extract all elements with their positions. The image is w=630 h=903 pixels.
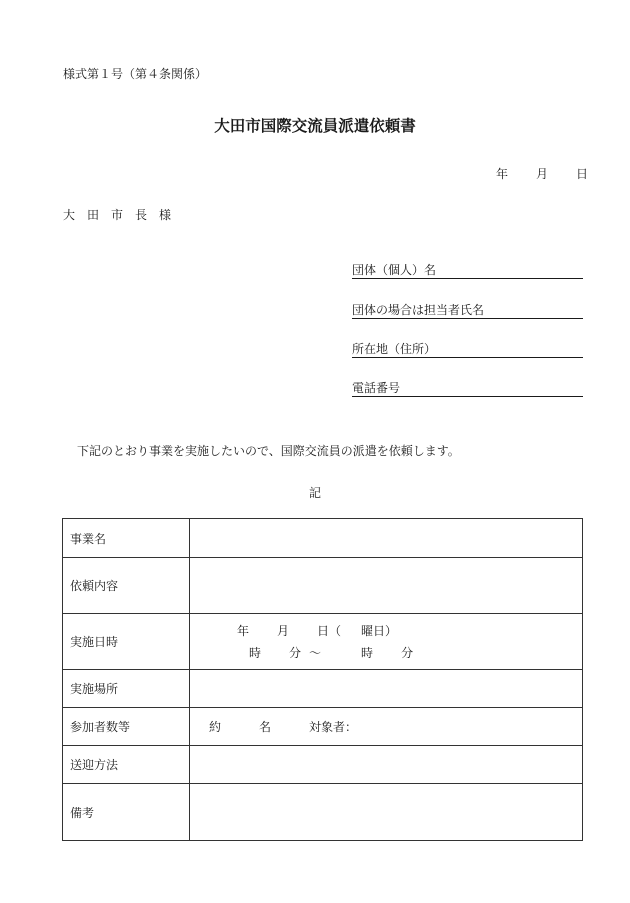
transport-cell[interactable] [190, 746, 583, 784]
contact-person-field[interactable]: 団体の場合は担当者氏名 [352, 304, 583, 319]
row-label: 備考 [63, 784, 190, 841]
row-label: 送迎方法 [63, 746, 190, 784]
table-row [63, 746, 583, 784]
addressee: 大 田 市 長 様 [63, 208, 172, 222]
address-field[interactable]: 所在地（住所） [352, 343, 583, 358]
date-line [496, 165, 588, 182]
table-row [63, 614, 583, 670]
date-month: 月 [536, 167, 549, 181]
date-day: 日 [576, 167, 589, 181]
row-label: 実施日時 [63, 614, 190, 670]
table-row [63, 784, 583, 841]
row-label: 実施場所 [63, 670, 190, 708]
row-label: 依頼内容 [63, 558, 190, 614]
table-row [63, 670, 583, 708]
table-row [63, 708, 583, 746]
request-content-cell[interactable] [190, 558, 583, 614]
datetime-time-line: 時 分 ～ 時 分 [249, 646, 414, 660]
ki-label: 記 [308, 486, 321, 500]
datetime-date-line: 年 月 日（ 曜日） [237, 624, 398, 638]
datetime-cell[interactable] [190, 614, 583, 670]
project-name-cell[interactable] [190, 519, 583, 558]
table-row [63, 519, 583, 558]
table-row [63, 558, 583, 614]
page-title: 大田市国際交流員派遣依頼書 [214, 117, 416, 135]
remarks-cell[interactable] [190, 784, 583, 841]
venue-cell[interactable] [190, 670, 583, 708]
intro-text: 下記のとおり事業を実施したいので、国際交流員の派遣を依頼します。 [77, 444, 460, 458]
applicant-name-field[interactable]: 団体（個人）名 [352, 264, 583, 279]
row-label: 参加者数等 [63, 708, 190, 746]
participants-cell[interactable]: 約 名 対象者： [190, 708, 583, 746]
row-label: 事業名 [63, 519, 190, 558]
request-table [62, 518, 583, 841]
form-number: 様式第１号（第４条関係） [63, 67, 208, 81]
date-year: 年 [496, 167, 509, 181]
phone-field[interactable]: 電話番号 [352, 382, 583, 397]
